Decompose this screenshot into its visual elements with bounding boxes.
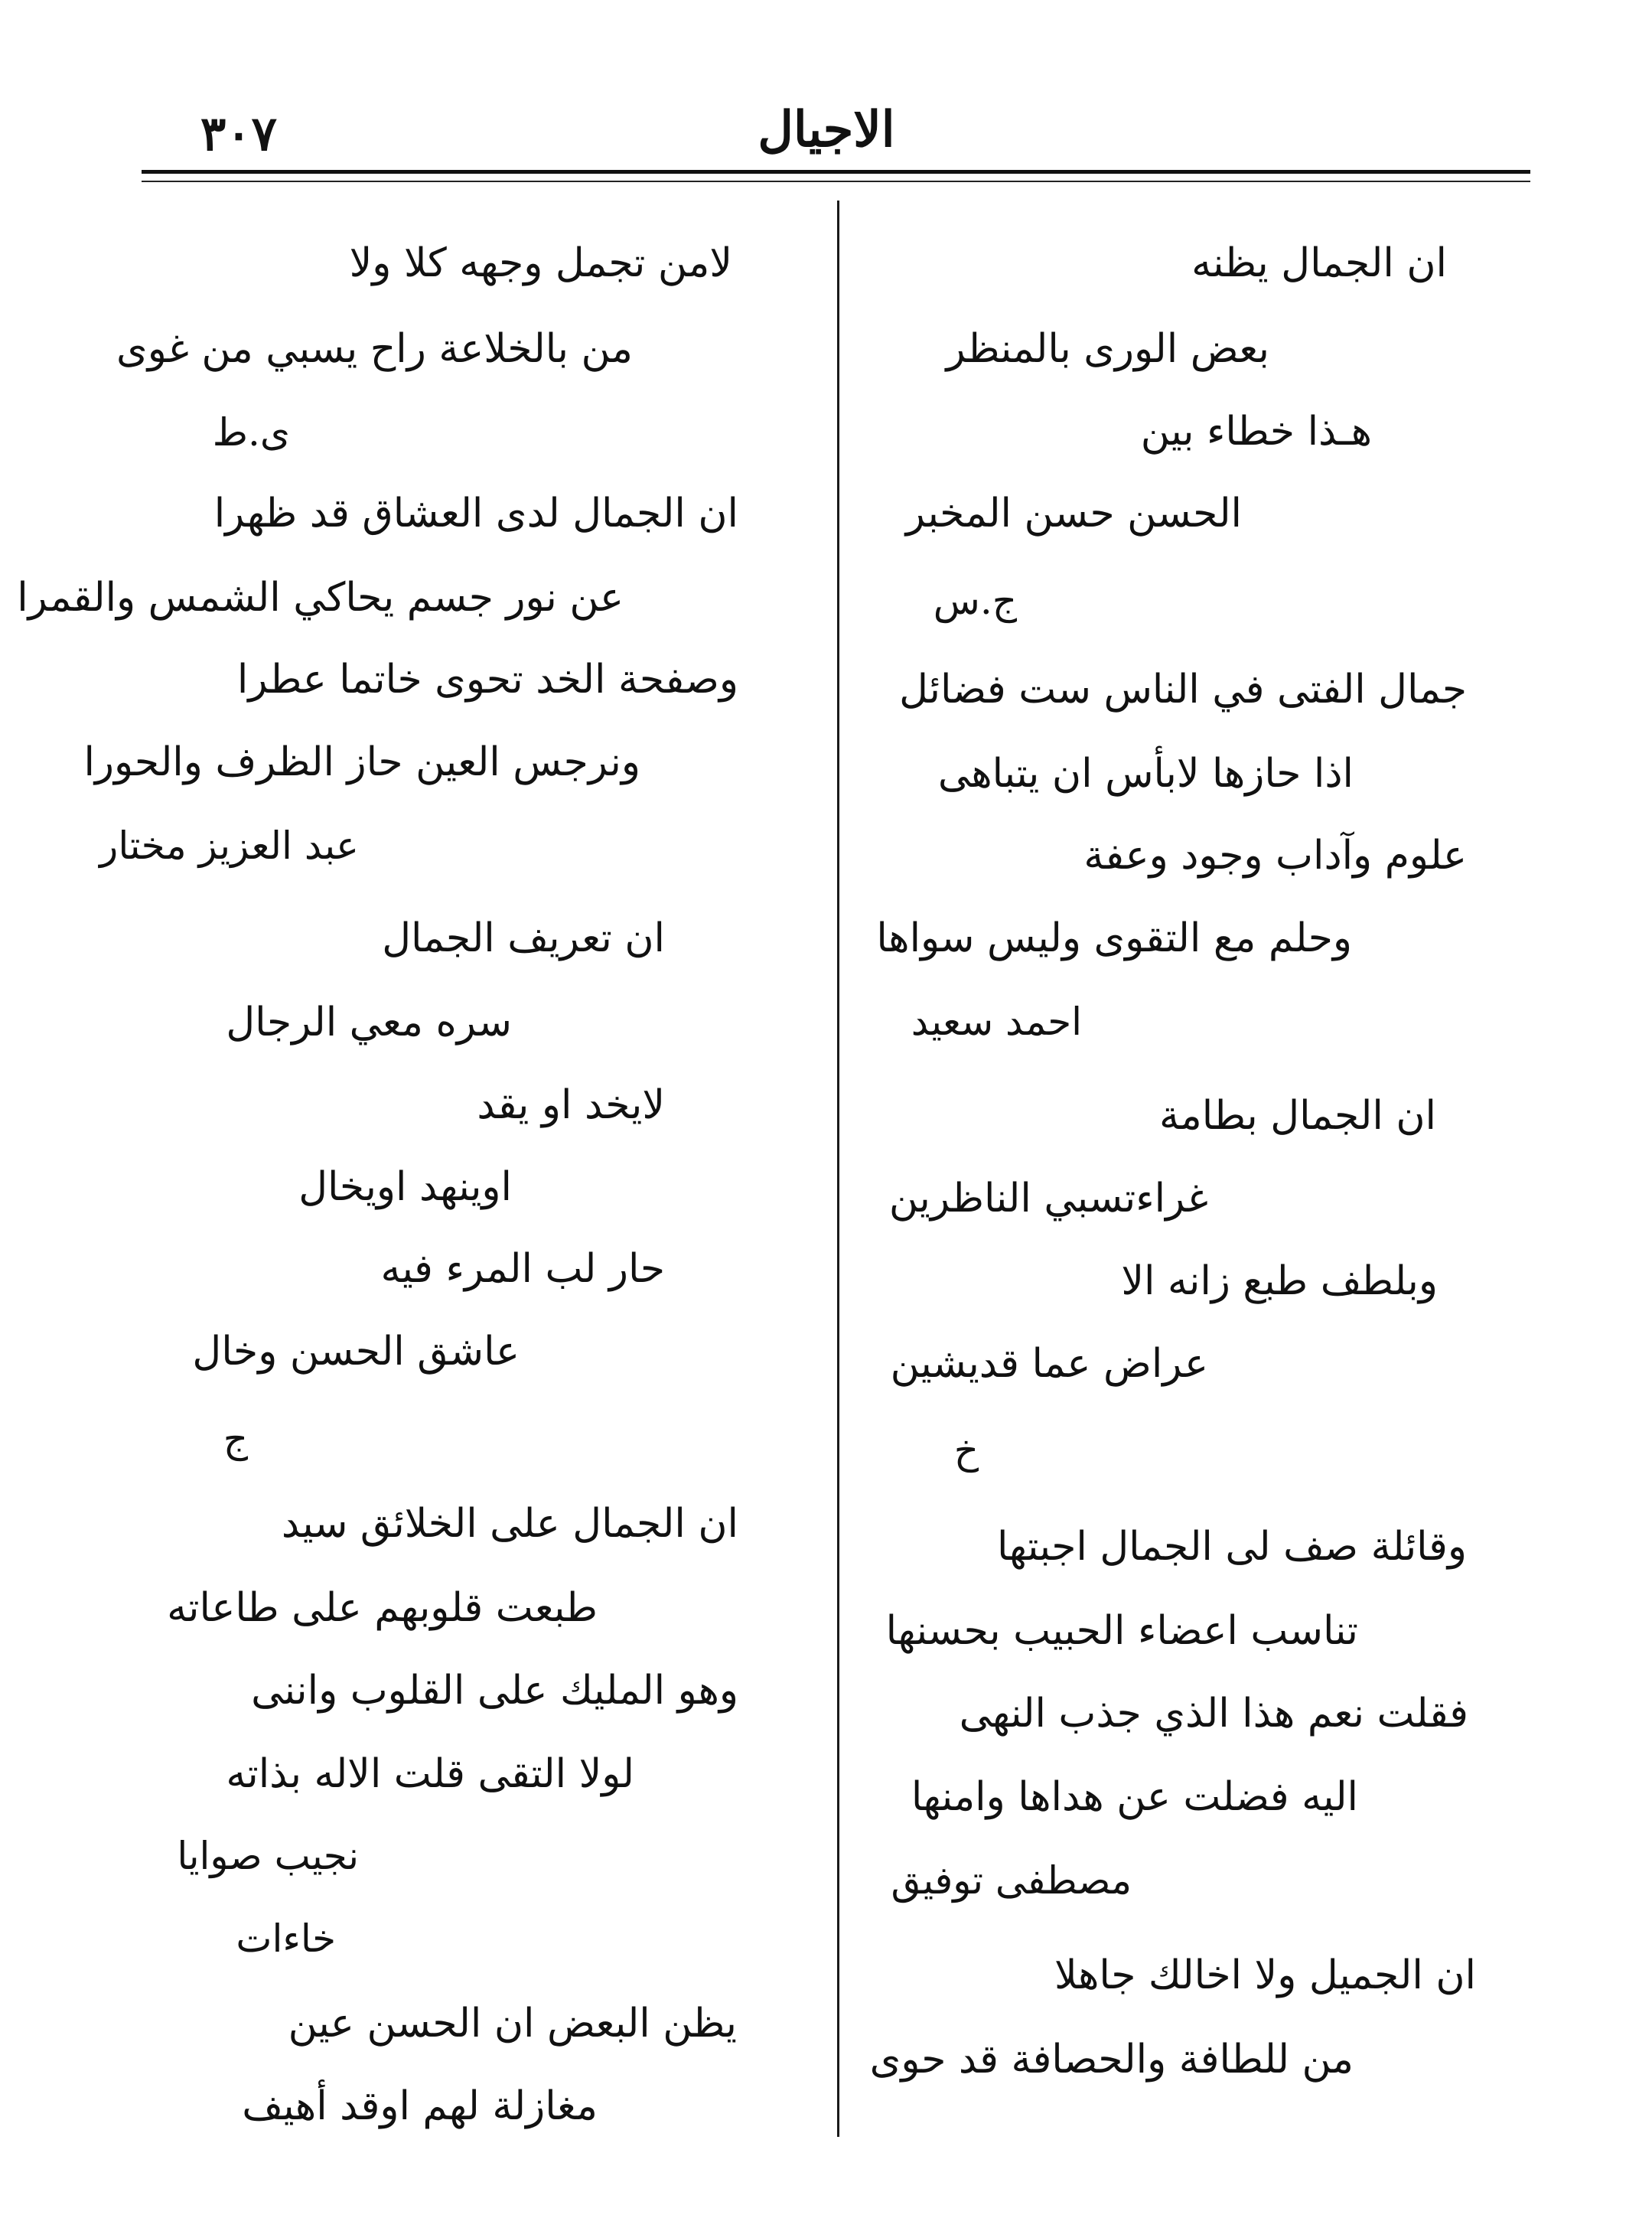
verse-line: فقلت نعم هذا الذي جذب النهى	[959, 1691, 1468, 1737]
verse-line: ان الجميل ولا اخالك جاهلا	[1054, 1952, 1476, 1998]
verse-line: ان تعريف الجمال	[382, 915, 665, 961]
author-signature: ج.س	[933, 579, 1017, 623]
verse-line: سره معي الرجال	[226, 1000, 512, 1045]
verse-line: غراءتسبي الناظرين	[888, 1176, 1208, 1222]
author-signature: خ	[953, 1428, 979, 1473]
author-signature: نجيب صوايا	[177, 1834, 359, 1878]
verse-line: ونرجس العين حاز الظرف والحورا	[83, 739, 640, 785]
verse-line: يظن البعض ان الحسن عين	[288, 2001, 737, 2047]
verse-line: لولا التقى قلت الاله بذاته	[226, 1751, 634, 1797]
header-rule-thin	[142, 181, 1530, 182]
verse-line: ان الجمال يظنه	[1191, 240, 1447, 286]
verse-line: اليه فضلت عن هداها وامنها	[911, 1774, 1358, 1820]
verse-line: وقائلة صف لى الجمال اجبتها	[997, 1524, 1467, 1570]
author-signature: ج	[223, 1417, 248, 1461]
verse-line: وهو المليك على القلوب واننى	[251, 1668, 738, 1714]
author-signature: عبد العزيز مختار	[99, 824, 359, 868]
verse-line: من للطافة والحصافة قد حوى	[869, 2037, 1354, 2083]
author-signature: احمد سعيد	[911, 1000, 1082, 1044]
verse-line: من بالخلاعة راح يسبي من غوى	[116, 326, 633, 372]
verse-line: ان الجمال بطامة	[1159, 1093, 1436, 1139]
verse-line: عن نور جسم يحاكي الشمس والقمرا	[17, 575, 624, 621]
author-signature: مصطفى توفيق	[891, 1858, 1132, 1903]
page-number: ٣٠٧	[200, 106, 277, 161]
author-signature: ى.ط	[212, 410, 290, 455]
verse-line: مغازلة لهم اوقد أهيف	[242, 2083, 598, 2129]
verse-line: الحسن حسن المخبر	[905, 491, 1242, 537]
running-title: الاجيال	[758, 101, 895, 158]
verse-line: لايخد او يقد	[477, 1082, 665, 1128]
verse-line: لامن تجمل وجهه كلا ولا	[349, 240, 732, 286]
verse-line: وصفحة الخد تحوى خاتما عطرا	[236, 657, 738, 703]
verse-line: طبعت قلوبهم على طاعاته	[167, 1585, 598, 1631]
verse-line: حار لب المرء فيه	[380, 1246, 665, 1292]
verse-line: ان الجمال لدى العشاق قد ظهرا	[213, 491, 738, 537]
verse-line: وبلطف طبع زانه الا	[1121, 1258, 1438, 1304]
verse-line: هـذا خطاء بين	[1140, 409, 1372, 455]
verse-line: عراض عما قديشين	[890, 1341, 1208, 1387]
verse-line: اذا حازها لابأس ان يتباهى	[937, 751, 1354, 797]
verse-line: بعض الورى بالمنظر	[946, 326, 1269, 372]
verse-line: عاشق الحسن وخال	[192, 1329, 520, 1375]
header-rule	[142, 170, 1530, 174]
author-signature: خاءات	[236, 1916, 336, 1961]
verse-line: اوينهد اويخال	[298, 1164, 512, 1210]
verse-line: علوم وآداب وجود وعفة	[1083, 833, 1467, 879]
verse-line: تناسب اعضاء الحبيب بحسنها	[885, 1608, 1358, 1654]
verse-line: جمال الفتى في الناس ست فضائل	[899, 667, 1467, 713]
verse-line: وحلم مع التقوى وليس سواها	[876, 915, 1352, 961]
verse-line: ان الجمال على الخلائق سيد	[281, 1501, 738, 1547]
column-divider	[837, 201, 839, 2137]
